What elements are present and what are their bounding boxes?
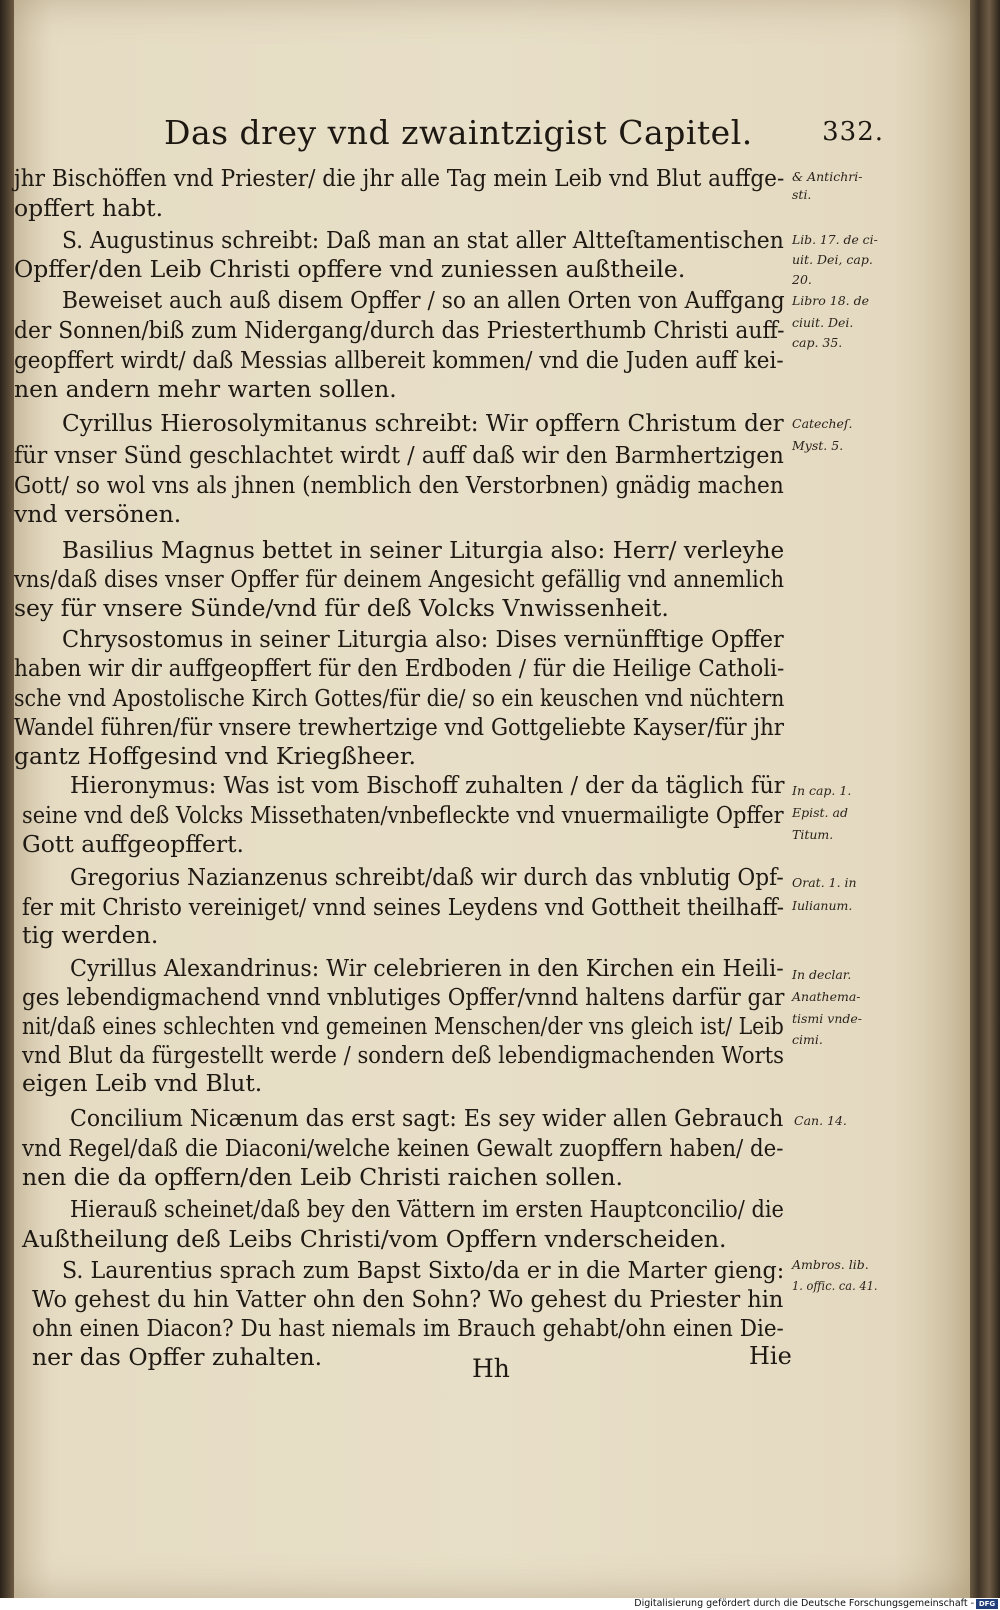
text-line: Basilius Magnus bettet in seiner Liturgia also: Herr/ verleyhe [62,536,785,564]
margin-note: Iulianum. [792,898,853,913]
text-line: Hierauß scheinet/daß bey den Vättern im ersten Hauptconcilio/ die [70,1195,784,1223]
text-line: Wandel führen/für vnsere trewhertzige vnd Gottgeliebte Kayser/für jhr [14,713,785,741]
margin-note: In cap. 1. [792,783,852,798]
text-line: für vnser Sünd geschlachtet wirdt / auff daß wir den Barmhertzigen [14,441,784,469]
margin-note: sti. [792,187,812,202]
text-line: Außtheilung deß Leibs Christi/vom Opffern vnderscheiden. [22,1225,727,1253]
text-line: fer mit Christo vereiniget/ vnnd seines Leydens vnd Gottheit theilhaff- [22,893,785,921]
margin-note: cimi. [792,1032,823,1047]
margin-note: Libro 18. de [792,293,870,308]
margin-note: 20. [792,272,812,287]
text-line: Opffer/den Leib Christi opffere vnd zuniessen außtheile. [14,255,686,283]
text-line: Beweiset auch auß disem Opffer / so an allen Orten von Auffgang [62,286,785,314]
signature-mark: Hh [472,1354,510,1383]
running-title: Das drey vnd zwaintzigist Capitel. [164,113,753,152]
margin-note: 1. offic. ca. 41. [792,1278,878,1293]
text-line: sey für vnsere Sünde/vnd für deß Volcks Vnwissenheit. [14,594,669,622]
text-line: tig werden. [22,921,159,949]
margin-note: Ambros. lib. [792,1257,869,1272]
margin-note: ciuit. Dei. [792,315,854,330]
text-line: gantz Hoffgesind vnd Kriegßheer. [14,742,416,770]
text-line: nen andern mehr warten sollen. [14,375,397,403]
text-line: ner das Opffer zuhalten. [32,1343,323,1371]
footer-credit: Digitalisierung gefördert durch die Deutsche Forschungsgemeinschaft - [634,1598,974,1609]
text-line: geopffert wirdt/ daß Messias allbereit kommen/ vnd die Juden auff kei- [14,346,784,374]
text-line: nit/daß eines schlechten vnd gemeinen Menschen/der vns gleich ist/ Leib [22,1012,784,1040]
text-line: Chrysostomus in seiner Liturgia also: Dises vernünfftige Opffer [62,625,784,653]
text-line: haben wir dir auffgeopffert für den Erdboden / für die Heilige Catholi- [14,654,785,682]
text-line: ges lebendigmachend vnnd vnblutiges Opffer/vnnd haltens darfür gar [22,983,785,1011]
footer-bar [0,1598,1000,1610]
margin-note: Titum. [792,827,834,842]
text-line: Hieronymus: Was ist vom Bischoff zuhalten / der da täglich für [70,771,785,799]
text-line: opffert habt. [14,194,164,222]
text-line: Gregorius Nazianzenus schreibt/daß wir durch das vnblutig Opf- [70,863,784,891]
book-page [14,0,970,1598]
text-line: S. Augustinus schreibt: Daß man an stat aller Altteſtamentischen [62,226,784,254]
margin-note: In declar. [792,967,852,982]
text-line: der Sonnen/biß zum Nidergang/durch das Priesterthumb Christi auff- [14,316,785,344]
margin-note: tismi vnde- [792,1011,862,1026]
margin-note: Lib. 17. de ci- [792,232,878,247]
text-line: Wo gehest du hin Vatter ohn den Sohn? Wo gehest du Priester hin [32,1285,784,1313]
text-line: seine vnd deß Volcks Missethaten/vnbefleckte vnd vnuermailigte Opffer [22,801,784,829]
catchword: Hie [749,1342,792,1370]
margin-note: uit. Dei, cap. [792,252,873,267]
text-line: ohn einen Diacon? Du hast niemals im Brauch gehabt/ohn einen Die- [32,1314,784,1342]
text-line: vnd Blut da fürgestellt werde / sondern deß lebendigmachenden Worts [22,1041,785,1069]
text-line: Cyrillus Alexandrinus: Wir celebrieren in den Kirchen ein Heili- [70,954,784,982]
text-line: nen die da opffern/den Leib Christi raichen sollen. [22,1163,623,1191]
margin-note: Can. 14. [794,1113,847,1128]
text-line: jhr Bischöffen vnd Priester/ die jhr alle Tag mein Leib vnd Blut auffge- [14,164,785,192]
margin-note: Catecheſ. [792,416,853,431]
margin-note: cap. 35. [792,335,843,350]
margin-note: Myst. 5. [792,438,844,453]
text-line: Gott/ so wol vns als jhnen (nemblich den Verstorbnen) gnädig machen [14,471,784,499]
text-line: vnd versönen. [14,500,182,528]
text-line: vnd Regel/daß die Diaconi/welche keinen Gewalt zuopffern haben/ de- [22,1134,784,1162]
margin-note: & Antichri- [792,169,863,184]
text-line: Concilium Nicænum das erst sagt: Es sey wider allen Gebrauch [70,1104,784,1132]
text-line: Gott auffgeopffert. [22,830,245,858]
page-number: 332. [822,117,884,147]
text-line: sche vnd Apostolische Kirch Gottes/für die/ so ein keuschen vnd nüchtern [14,684,785,712]
margin-note: Anathema- [792,989,861,1004]
text-line: eigen Leib vnd Blut. [22,1069,263,1097]
scan-edge [0,0,14,1610]
margin-note: Epist. ad [792,805,848,820]
text-line: vns/daß dises vnser Opffer für deinem Angesicht gefällig vnd annemlich [14,565,785,593]
text-line: Cyrillus Hierosolymitanus schreibt: Wir opffern Christum der [62,409,784,437]
dfg-logo: DFG [976,1599,998,1609]
margin-note: Orat. 1. in [792,875,857,890]
text-line: S. Laurentius sprach zum Bapst Sixto/da er in die Marter gieng: [62,1256,785,1284]
